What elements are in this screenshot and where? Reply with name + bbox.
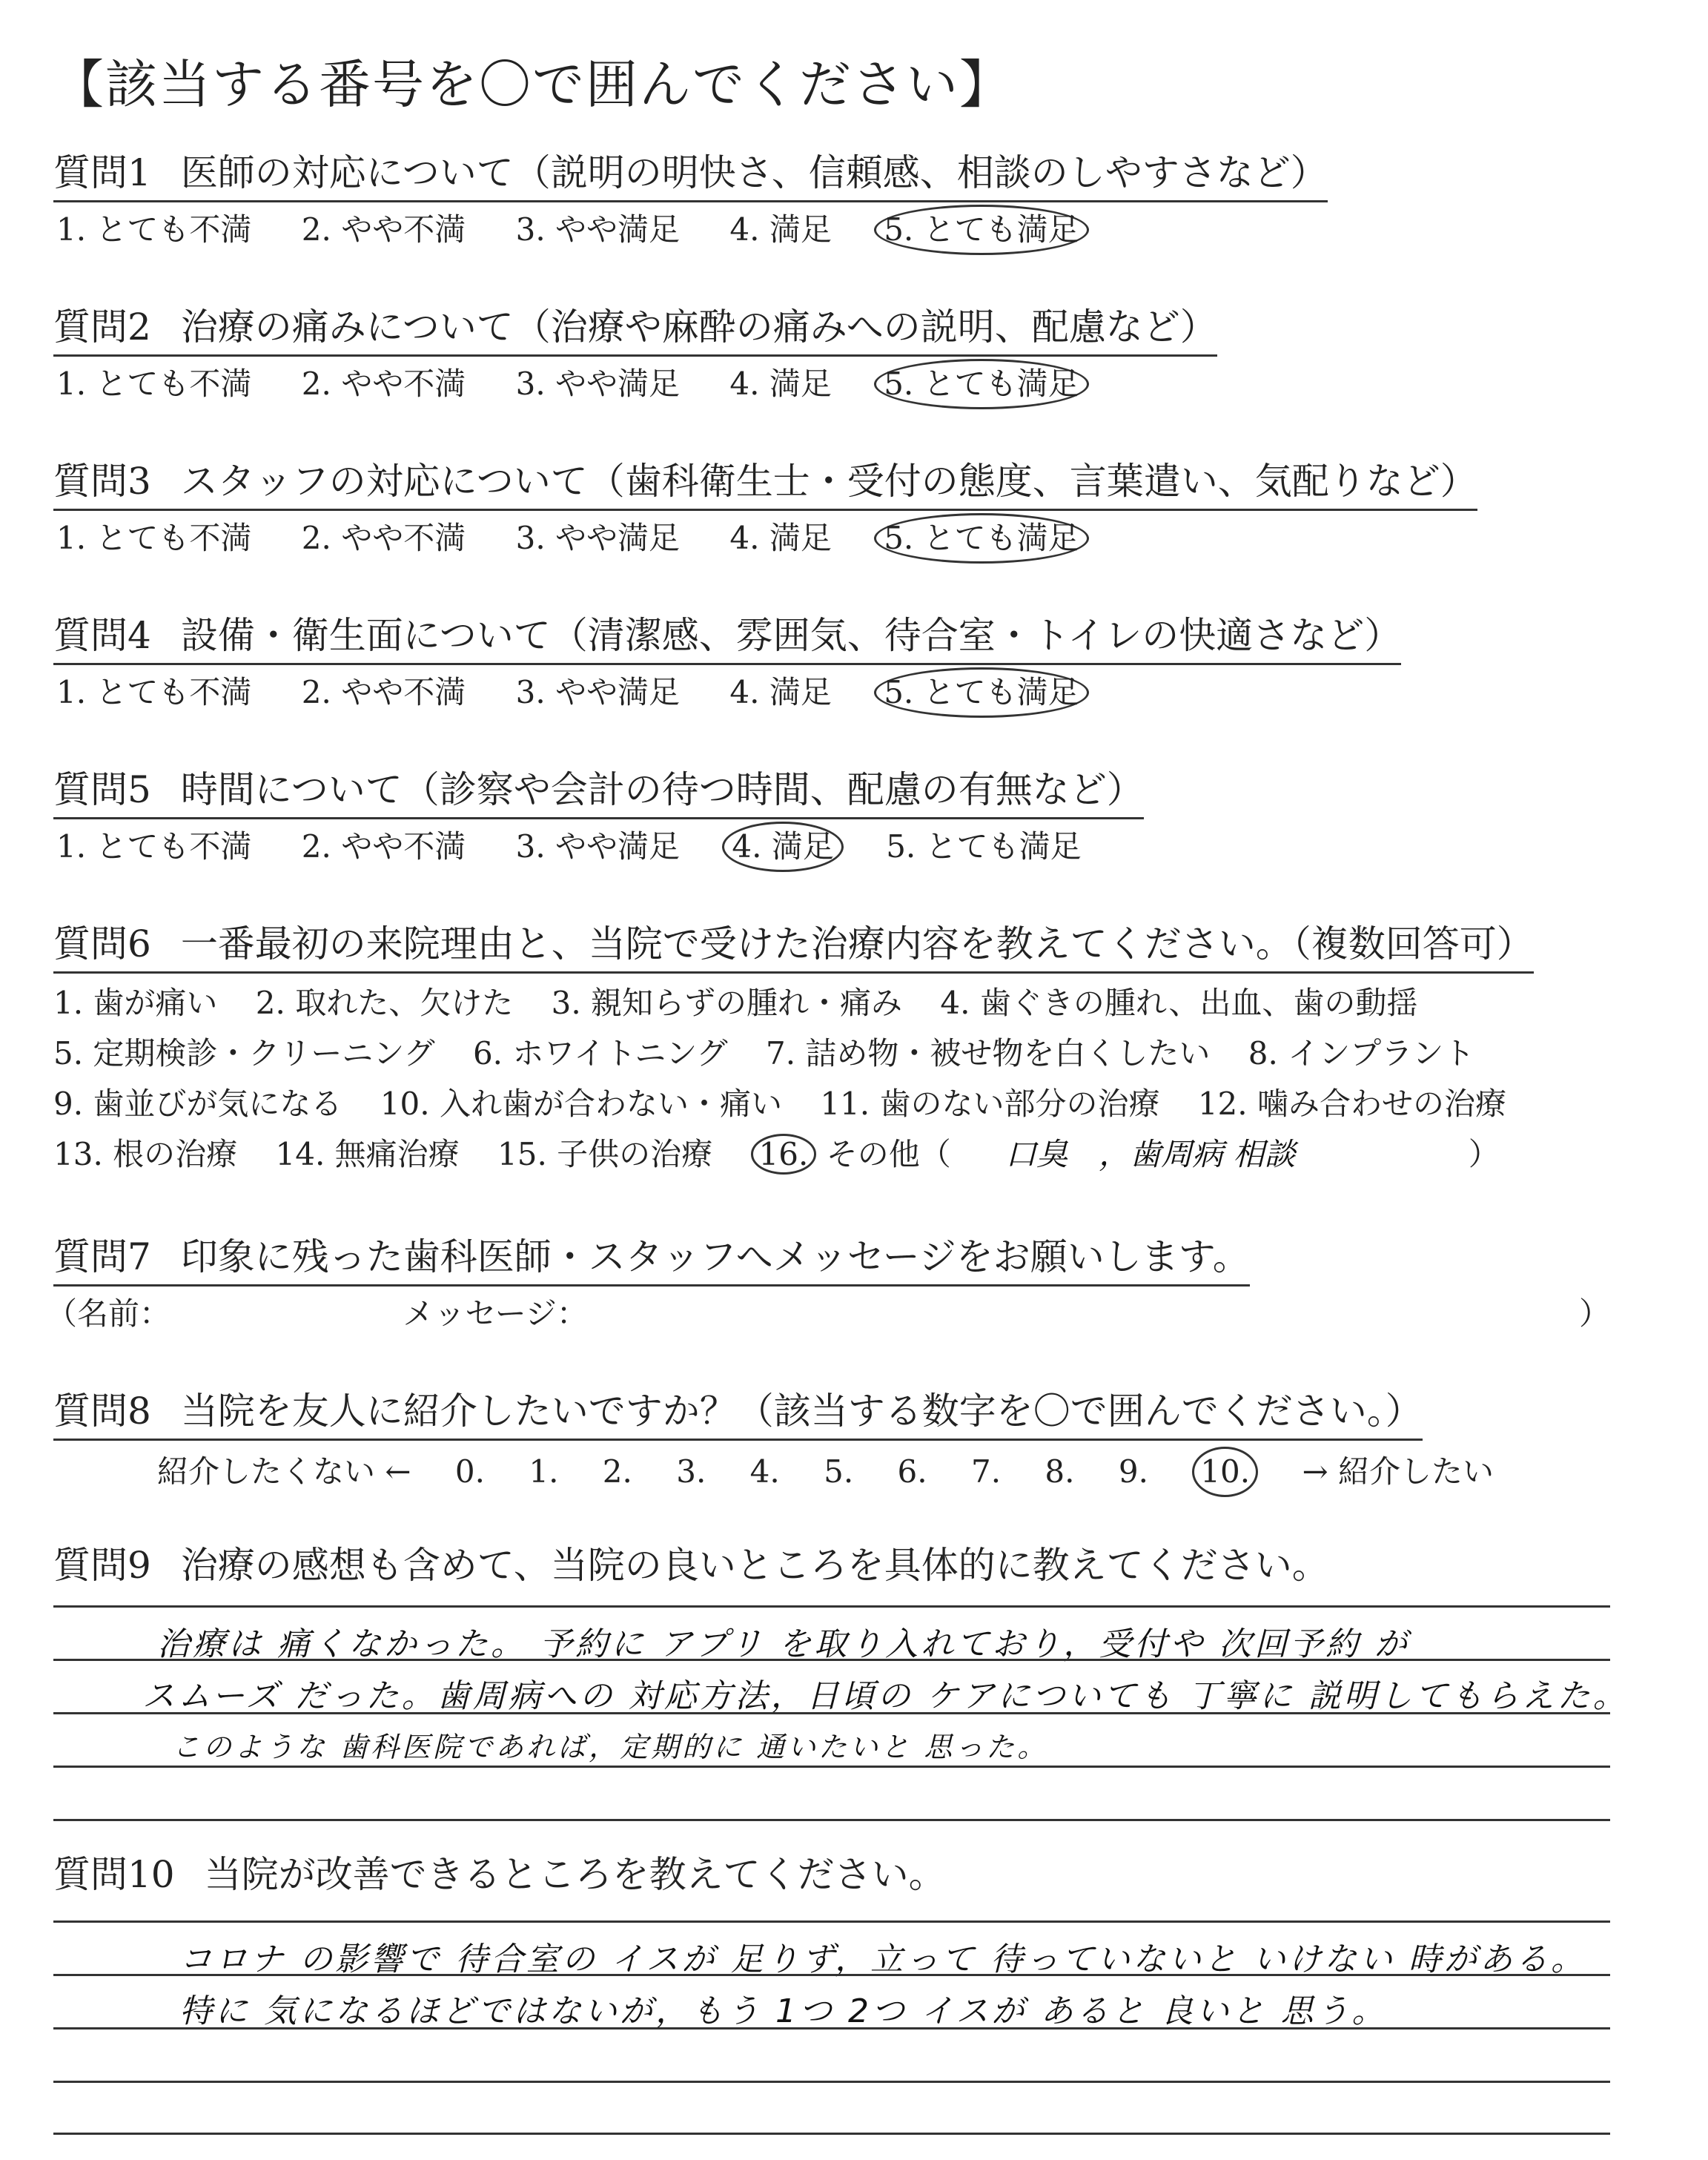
question-5 [53, 765, 1669, 870]
scale-9[interactable]: 9. [1118, 1453, 1148, 1490]
question-9 [53, 1541, 1669, 1593]
q9-answer-line: スムーズ だった。歯周病への 対応方法，日頃の ケアについても 丁寧に 説明してもらえた。 [142, 1677, 1629, 1715]
question-number: 質問2 [53, 305, 151, 349]
q10-answer-area[interactable] [53, 1920, 1610, 2136]
reason-option[interactable]: 9. 歯並びが気になる [53, 1086, 342, 1122]
reason-option[interactable]: 2. 取れた、欠けた [255, 985, 514, 1021]
option-2[interactable]: 2. やや不満 [301, 828, 466, 865]
ruled-line [53, 2133, 1610, 2135]
reason-options [53, 978, 1669, 1180]
scale-2[interactable]: 2. [602, 1453, 632, 1490]
option-4-selected[interactable]: 4. 満足 [726, 824, 838, 870]
question-number: 質問8 [53, 1390, 151, 1433]
reason-option[interactable]: 5. 定期検診・クリーニング [53, 1035, 435, 1071]
rating-options [53, 207, 1669, 253]
reason-row [53, 978, 1669, 1028]
reason-option[interactable]: 14. 無痛治療 [275, 1136, 460, 1172]
question-text: 治療の感想も含めて、当院の良いところを具体的に教えてください。 [180, 1544, 1329, 1587]
q9-answer-line: このような 歯科医院であれば，定期的に 通いたいと 思った。 [172, 1731, 1049, 1763]
option-4[interactable]: 4. 満足 [729, 520, 832, 556]
option-4[interactable]: 4. 満足 [729, 211, 832, 248]
question-number: 質問7 [53, 1235, 151, 1278]
question-number: 質問10 [53, 1853, 175, 1896]
reason-option[interactable]: 7. 詰め物・被せ物を白くしたい [765, 1035, 1211, 1071]
question-text: 印象に残った歯科医師・スタッフへメッセージをお願いします。 [180, 1235, 1250, 1278]
option-4[interactable]: 4. 満足 [729, 674, 832, 710]
scale-4[interactable]: 4. [749, 1453, 780, 1490]
question-number: 質問5 [53, 768, 151, 811]
question-number: 質問1 [53, 151, 151, 194]
rating-options [53, 824, 1669, 870]
rating-options [53, 670, 1669, 716]
option-5-selected[interactable]: 5. とても満足 [878, 670, 1084, 716]
scale-8[interactable]: 8. [1045, 1453, 1075, 1490]
ruled-line [53, 1659, 1610, 1661]
option-3[interactable]: 3. やや満足 [515, 520, 681, 556]
message-close: ） [1578, 1295, 1610, 1332]
option-1[interactable]: 1. とても不満 [56, 366, 252, 402]
option-1[interactable]: 1. とても不満 [56, 211, 252, 248]
option-3[interactable]: 3. やや満足 [515, 366, 681, 402]
reason-option[interactable]: 8. インプラント [1248, 1035, 1475, 1071]
question-7 [46, 1232, 1669, 1337]
ruled-line [53, 2027, 1610, 2029]
question-10 [53, 1850, 1669, 1902]
scale-3[interactable]: 3. [676, 1453, 706, 1490]
reason-option-other-selected[interactable]: 16. [751, 1134, 817, 1175]
reason-option[interactable]: 10. 入れ歯が合わない・痛い [380, 1086, 782, 1122]
q9-answer-line: 治療は 痛くなかった。 予約に アプリ を取り入れており，受付や 次回予約 が [157, 1625, 1411, 1663]
question-2 [53, 303, 1669, 407]
message-row [46, 1291, 1610, 1337]
reason-option[interactable]: 13. 根の治療 [53, 1136, 238, 1172]
other-answer[interactable]: 口臭 ，歯周病 相談 [1005, 1136, 1296, 1172]
reason-option[interactable]: 3. 親知らずの腫れ・痛み [551, 985, 903, 1021]
question-text: 一番最初の来院理由と、当院で受けた治療内容を教えてください。（複数回答可） [180, 922, 1534, 965]
reason-option[interactable]: 4. 歯ぐきの腫れ、出血、歯の動揺 [940, 985, 1418, 1021]
reason-option[interactable]: 6. ホワイトニング [472, 1035, 728, 1071]
question-number: 質問9 [53, 1544, 151, 1587]
question-text: 当院が改善できるところを教えてください。 [204, 1853, 946, 1896]
reason-row [53, 1028, 1669, 1079]
reason-option[interactable]: 15. 子供の治療 [497, 1136, 713, 1172]
option-3[interactable]: 3. やや満足 [515, 674, 681, 710]
question-text: 治療の痛みについて（治療や麻酔の痛みへの説明、配慮など） [180, 305, 1217, 349]
ruled-line [53, 2081, 1610, 2083]
ruled-line [53, 1974, 1610, 1976]
question-4 [53, 611, 1669, 716]
question-number: 質問6 [53, 922, 151, 965]
q10-answer-line: 特に 気になるほどではないが，もう 1つ 2つ イスが あると 良いと 思う。 [179, 1992, 1388, 2030]
option-2[interactable]: 2. やや不満 [301, 211, 466, 248]
rating-options [53, 361, 1669, 407]
rating-options [53, 515, 1669, 561]
reason-row [53, 1129, 1669, 1180]
reason-option[interactable]: 12. 噛み合わせの治療 [1197, 1086, 1506, 1122]
question-text: 当院を友人に紹介したいですか？（該当する数字を〇で囲んでください。） [180, 1390, 1423, 1433]
question-3 [53, 457, 1669, 561]
message-label: メッセージ： [403, 1295, 588, 1332]
question-text: スタッフの対応について（歯科衛生士・受付の態度、言葉遣い、気配りなど） [180, 460, 1477, 503]
option-1[interactable]: 1. とても不満 [56, 828, 252, 865]
question-number: 質問4 [53, 614, 151, 657]
q9-answer-area[interactable] [53, 1605, 1629, 1820]
question-6 [53, 919, 1669, 1180]
scale-1[interactable]: 1. [529, 1453, 559, 1490]
scale-10-selected[interactable]: 10. [1192, 1447, 1258, 1497]
option-5-selected[interactable]: 5. とても満足 [878, 361, 1084, 407]
ruled-line [53, 1819, 1610, 1821]
option-2[interactable]: 2. やや不満 [301, 674, 466, 710]
other-label: その他（ [826, 1136, 951, 1172]
option-1[interactable]: 1. とても不満 [56, 674, 252, 710]
option-2[interactable]: 2. やや不満 [301, 366, 466, 402]
recommend-scale [53, 1447, 1669, 1497]
name-label: （名前： [46, 1295, 171, 1332]
reason-option[interactable]: 11. 歯のない部分の治療 [820, 1086, 1160, 1122]
reason-option[interactable]: 1. 歯が痛い [53, 985, 218, 1021]
option-3[interactable]: 3. やや満足 [515, 211, 681, 248]
ruled-line [53, 1766, 1610, 1768]
ruled-line [53, 1605, 1610, 1608]
page-title: 【該当する番号を〇で囲んでください】 [52, 54, 1013, 115]
other-close: ） [1468, 1136, 1500, 1172]
option-1[interactable]: 1. とても不満 [56, 520, 252, 556]
reason-row [53, 1079, 1669, 1129]
question-text: 時間について（診察や会計の待つ時間、配慮の有無など） [180, 768, 1144, 811]
question-number: 質問3 [53, 460, 151, 503]
option-5-selected[interactable]: 5. とても満足 [878, 515, 1084, 561]
option-5[interactable]: 5. とても満足 [886, 828, 1082, 865]
option-5-selected[interactable]: 5. とても満足 [878, 207, 1084, 253]
option-3[interactable]: 3. やや満足 [515, 828, 681, 865]
scale-left-label: 紹介したくない ← [157, 1453, 411, 1490]
scale-6[interactable]: 6. [897, 1453, 927, 1490]
ruled-line [53, 1712, 1610, 1714]
scale-7[interactable]: 7. [970, 1453, 1002, 1490]
question-text: 医師の対応について（説明の明快さ、信頼感、相談のしやすさなど） [180, 151, 1328, 194]
scale-5[interactable]: 5. [824, 1453, 854, 1490]
scale-0[interactable]: 0. [454, 1453, 485, 1490]
option-2[interactable]: 2. やや不満 [301, 520, 466, 556]
question-text: 設備・衛生面について（清潔感、雰囲気、待合室・トイレの快適さなど） [180, 614, 1402, 657]
option-4[interactable]: 4. 満足 [729, 366, 832, 402]
ruled-line [53, 1920, 1610, 1923]
scale-right-label: → 紹介したい [1302, 1453, 1494, 1490]
question-1 [53, 148, 1669, 253]
q10-answer-line: コロナ の影響で 待合室の イスが 足りず，立って 待っていないと いけない 時がある。 [179, 1941, 1586, 1978]
question-8 [53, 1387, 1669, 1497]
